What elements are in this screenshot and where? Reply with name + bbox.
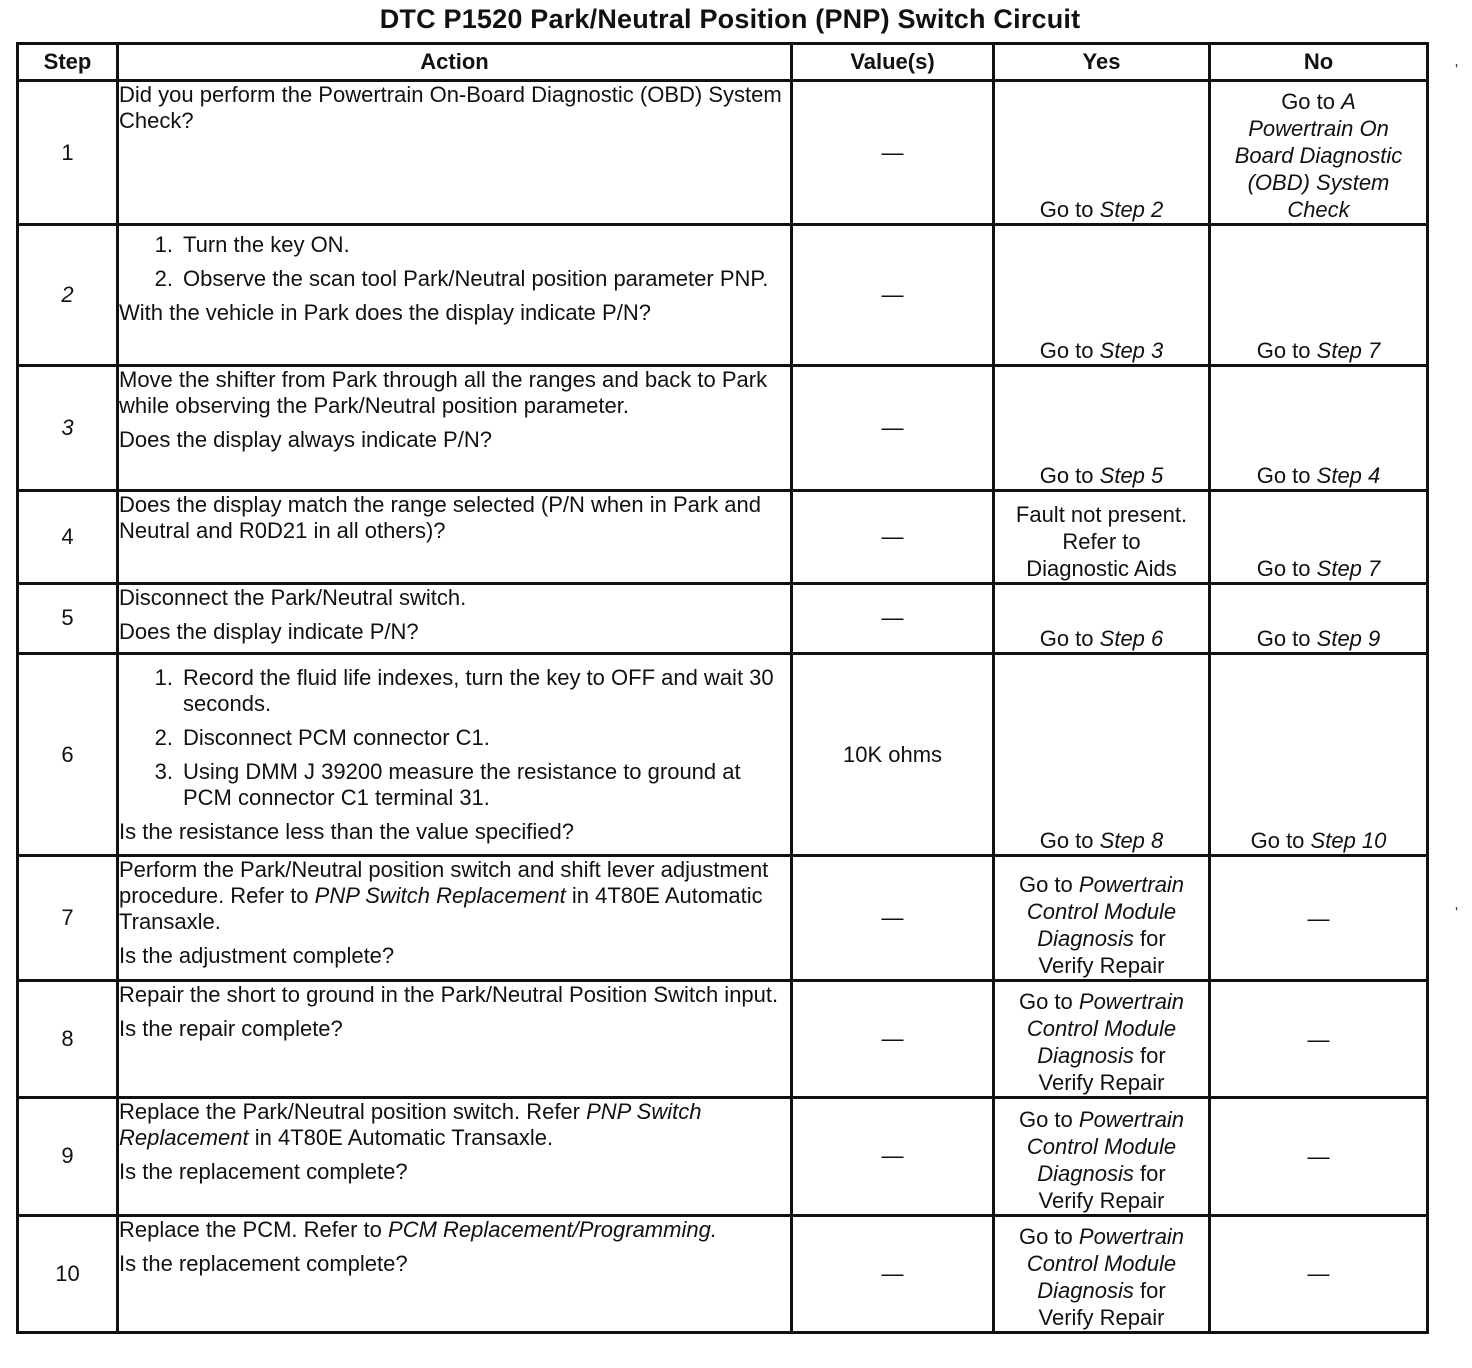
yes-cell: [994, 653, 1210, 856]
yes-cell: Go to Powertrain Control Module Diagnosis for Verify Repair: [994, 1215, 1210, 1332]
header-value: Value(s): [792, 44, 994, 81]
scan-mark: ': [1455, 62, 1459, 79]
goto-text: Go to: [1256, 555, 1311, 581]
action-text: Move the shifter from Park through all the ranges and back to Park while observing the Park/Neutral position parameter.: [119, 366, 768, 418]
goto-text: Go to: [1256, 463, 1311, 489]
table-row: [18, 81, 1428, 225]
no-cell: [1210, 365, 1428, 490]
action-text: Disconnect the Park/Neutral switch.: [119, 584, 467, 610]
value-cell: —: [792, 1098, 994, 1215]
header-no: No: [1210, 44, 1428, 81]
yes-step-ref: Step 6: [1099, 625, 1164, 651]
step-number: 3: [18, 365, 118, 490]
no-cell: [1210, 653, 1428, 856]
step-number: 8: [18, 980, 118, 1097]
header-step: Step: [18, 44, 118, 81]
value-cell: —: [792, 225, 994, 365]
yes-line: Fault not present.: [1015, 501, 1188, 527]
action-text: Perform the Park/Neutral position switch and shift lever adjustment procedure. Refer to PNP Switch Replacement in 4T80E Automatic Transaxle.: [119, 857, 769, 935]
step-number: 6: [18, 653, 118, 856]
no-line: Go to: [1281, 89, 1335, 115]
no-line: Powertrain On: [1248, 116, 1389, 142]
step-number: 5: [18, 583, 118, 653]
value-cell: —: [792, 491, 994, 583]
question-text: Is the replacement complete?: [119, 1159, 408, 1185]
substep: 3. Using DMM J 39200 measure the resistance to ground at PCM connector C1 terminal 31.: [119, 759, 790, 811]
no-step-ref: Step 10: [1310, 828, 1387, 854]
yes-cell: [994, 583, 1210, 653]
yes-step-ref: Step 3: [1099, 337, 1164, 363]
no-cell: [1210, 491, 1428, 583]
value-cell: —: [792, 856, 994, 980]
scan-mark: ': [1455, 905, 1459, 922]
question-text: With the vehicle in Park does the display indicate P/N?: [119, 300, 651, 326]
no-line: (OBD) System: [1247, 170, 1390, 196]
page-title: DTC P1520 Park/Neutral Position (PNP) Switch Circuit: [379, 4, 1081, 34]
yes-step-ref: Step 5: [1099, 463, 1164, 489]
substep: 1. Turn the key ON.: [119, 232, 790, 258]
value-cell: —: [792, 980, 994, 1097]
step-number: 1: [18, 81, 118, 225]
action-text: Did you perform the Powertrain On-Board Diagnostic (OBD) System Check?: [119, 82, 782, 133]
substep: 2. Disconnect PCM connector C1.: [119, 725, 790, 751]
question-text: Does the display indicate P/N?: [119, 618, 419, 644]
substep-text: Using DMM J 39200 measure the resistance to ground at PCM connector C1 terminal 31.: [183, 758, 741, 810]
reference-link: PCM Replacement/Programming.: [388, 1216, 717, 1242]
action-cell: [118, 1098, 792, 1215]
substep: 1. Record the fluid life indexes, turn the key to OFF and wait 30 seconds.: [119, 665, 790, 717]
yes-line: Refer to: [1062, 528, 1141, 554]
action-cell: [118, 980, 792, 1097]
yes-step-ref: Step 2: [1099, 197, 1164, 223]
no-step-ref: Step 7: [1316, 337, 1381, 363]
header-action: Action: [118, 44, 792, 81]
table-row: [18, 583, 1428, 653]
no-line: A: [1341, 89, 1356, 115]
question-text: Is the replacement complete?: [119, 1250, 408, 1276]
goto-text: Go to: [1256, 625, 1311, 651]
yes-cell: Go to Powertrain Control Module Diagnosis for Verify Repair: [994, 856, 1210, 980]
table-header-row: [18, 44, 1428, 81]
action-cell: [118, 583, 792, 653]
question-text: Is the repair complete?: [119, 1015, 343, 1041]
yes-cell: [994, 365, 1210, 490]
value-cell: —: [792, 1215, 994, 1332]
step-number: 2: [18, 225, 118, 365]
action-text: Repair the short to ground in the Park/Neutral Position Switch input.: [119, 981, 779, 1007]
yes-cell: [994, 225, 1210, 365]
question-text: Does the display always indicate P/N?: [119, 426, 492, 452]
table-row: [18, 1215, 1428, 1332]
table-row: [18, 980, 1428, 1097]
table-row: [18, 225, 1428, 365]
table-row: [18, 365, 1428, 490]
question-text: Is the resistance less than the value specified?: [119, 818, 574, 844]
yes-cell: Go to Powertrain Control Module Diagnosis for Verify Repair: [994, 980, 1210, 1097]
goto-text: Go to: [1039, 197, 1094, 223]
substep-text: Turn the key ON.: [183, 232, 350, 258]
diagnostic-table: [16, 42, 1429, 1334]
table-row: [18, 856, 1428, 980]
goto-text: Go to: [1039, 828, 1094, 854]
no-cell: —: [1210, 1098, 1428, 1215]
no-cell: [1210, 225, 1428, 365]
yes-cell: [994, 491, 1210, 583]
action-text: Replace the Park/Neutral position switch. Refer PNP Switch Replacement in 4T80E Automatic Transaxle.: [119, 1099, 702, 1151]
table-row: [18, 653, 1428, 856]
action-cell: [118, 653, 792, 856]
step-number: 4: [18, 491, 118, 583]
no-line: Check: [1287, 197, 1350, 223]
yes-cell: Go to Powertrain Control Module Diagnosis for Verify Repair: [994, 1098, 1210, 1215]
no-step-ref: Step 7: [1316, 555, 1381, 581]
goto-text: Go to: [1039, 337, 1094, 363]
no-line: Board Diagnostic: [1234, 143, 1403, 169]
yes-line: Diagnostic Aids: [1026, 555, 1177, 581]
step-number: 10: [18, 1215, 118, 1332]
no-cell: [1210, 81, 1428, 225]
step-number: 7: [18, 856, 118, 980]
goto-text: Go to: [1250, 828, 1305, 854]
no-step-ref: Step 4: [1316, 463, 1381, 489]
no-cell: —: [1210, 1215, 1428, 1332]
no-cell: —: [1210, 856, 1428, 980]
action-cell: [118, 1215, 792, 1332]
reference-link: PNP Switch Replacement: [119, 1099, 702, 1151]
reference-link: PNP Switch Replacement: [314, 883, 566, 909]
action-text: Does the display match the range selected (P/N when in Park and Neutral and R0D21 in all others)?: [119, 492, 762, 544]
action-cell: [118, 856, 792, 980]
question-text: Is the adjustment complete?: [119, 943, 395, 969]
table-row: [18, 1098, 1428, 1215]
value-cell: —: [792, 81, 994, 225]
goto-text: Go to: [1039, 625, 1094, 651]
header-yes: Yes: [994, 44, 1210, 81]
no-cell: [1210, 583, 1428, 653]
action-cell: [118, 365, 792, 490]
value-cell: 10K ohms: [792, 653, 994, 856]
action-cell: [118, 225, 792, 365]
yes-cell: [994, 81, 1210, 225]
action-cell: [118, 491, 792, 583]
step-number: 9: [18, 1098, 118, 1215]
value-cell: —: [792, 583, 994, 653]
value-cell: —: [792, 365, 994, 490]
no-step-ref: Step 9: [1316, 625, 1381, 651]
yes-step-ref: Step 8: [1099, 828, 1164, 854]
substep: 2. Observe the scan tool Park/Neutral position parameter PNP.: [119, 266, 790, 292]
no-cell: —: [1210, 980, 1428, 1097]
goto-text: Go to: [1256, 337, 1311, 363]
action-cell: [118, 81, 792, 225]
substep-text: Disconnect PCM connector C1.: [183, 724, 490, 750]
goto-text: Go to: [1039, 463, 1094, 489]
table-row: [18, 491, 1428, 583]
substep-text: Observe the scan tool Park/Neutral position parameter PNP.: [183, 266, 769, 292]
substep-text: Record the fluid life indexes, turn the key to OFF and wait 30 seconds.: [183, 664, 774, 716]
action-text: Replace the PCM. Refer to PCM Replacement/Programming.: [119, 1216, 717, 1242]
